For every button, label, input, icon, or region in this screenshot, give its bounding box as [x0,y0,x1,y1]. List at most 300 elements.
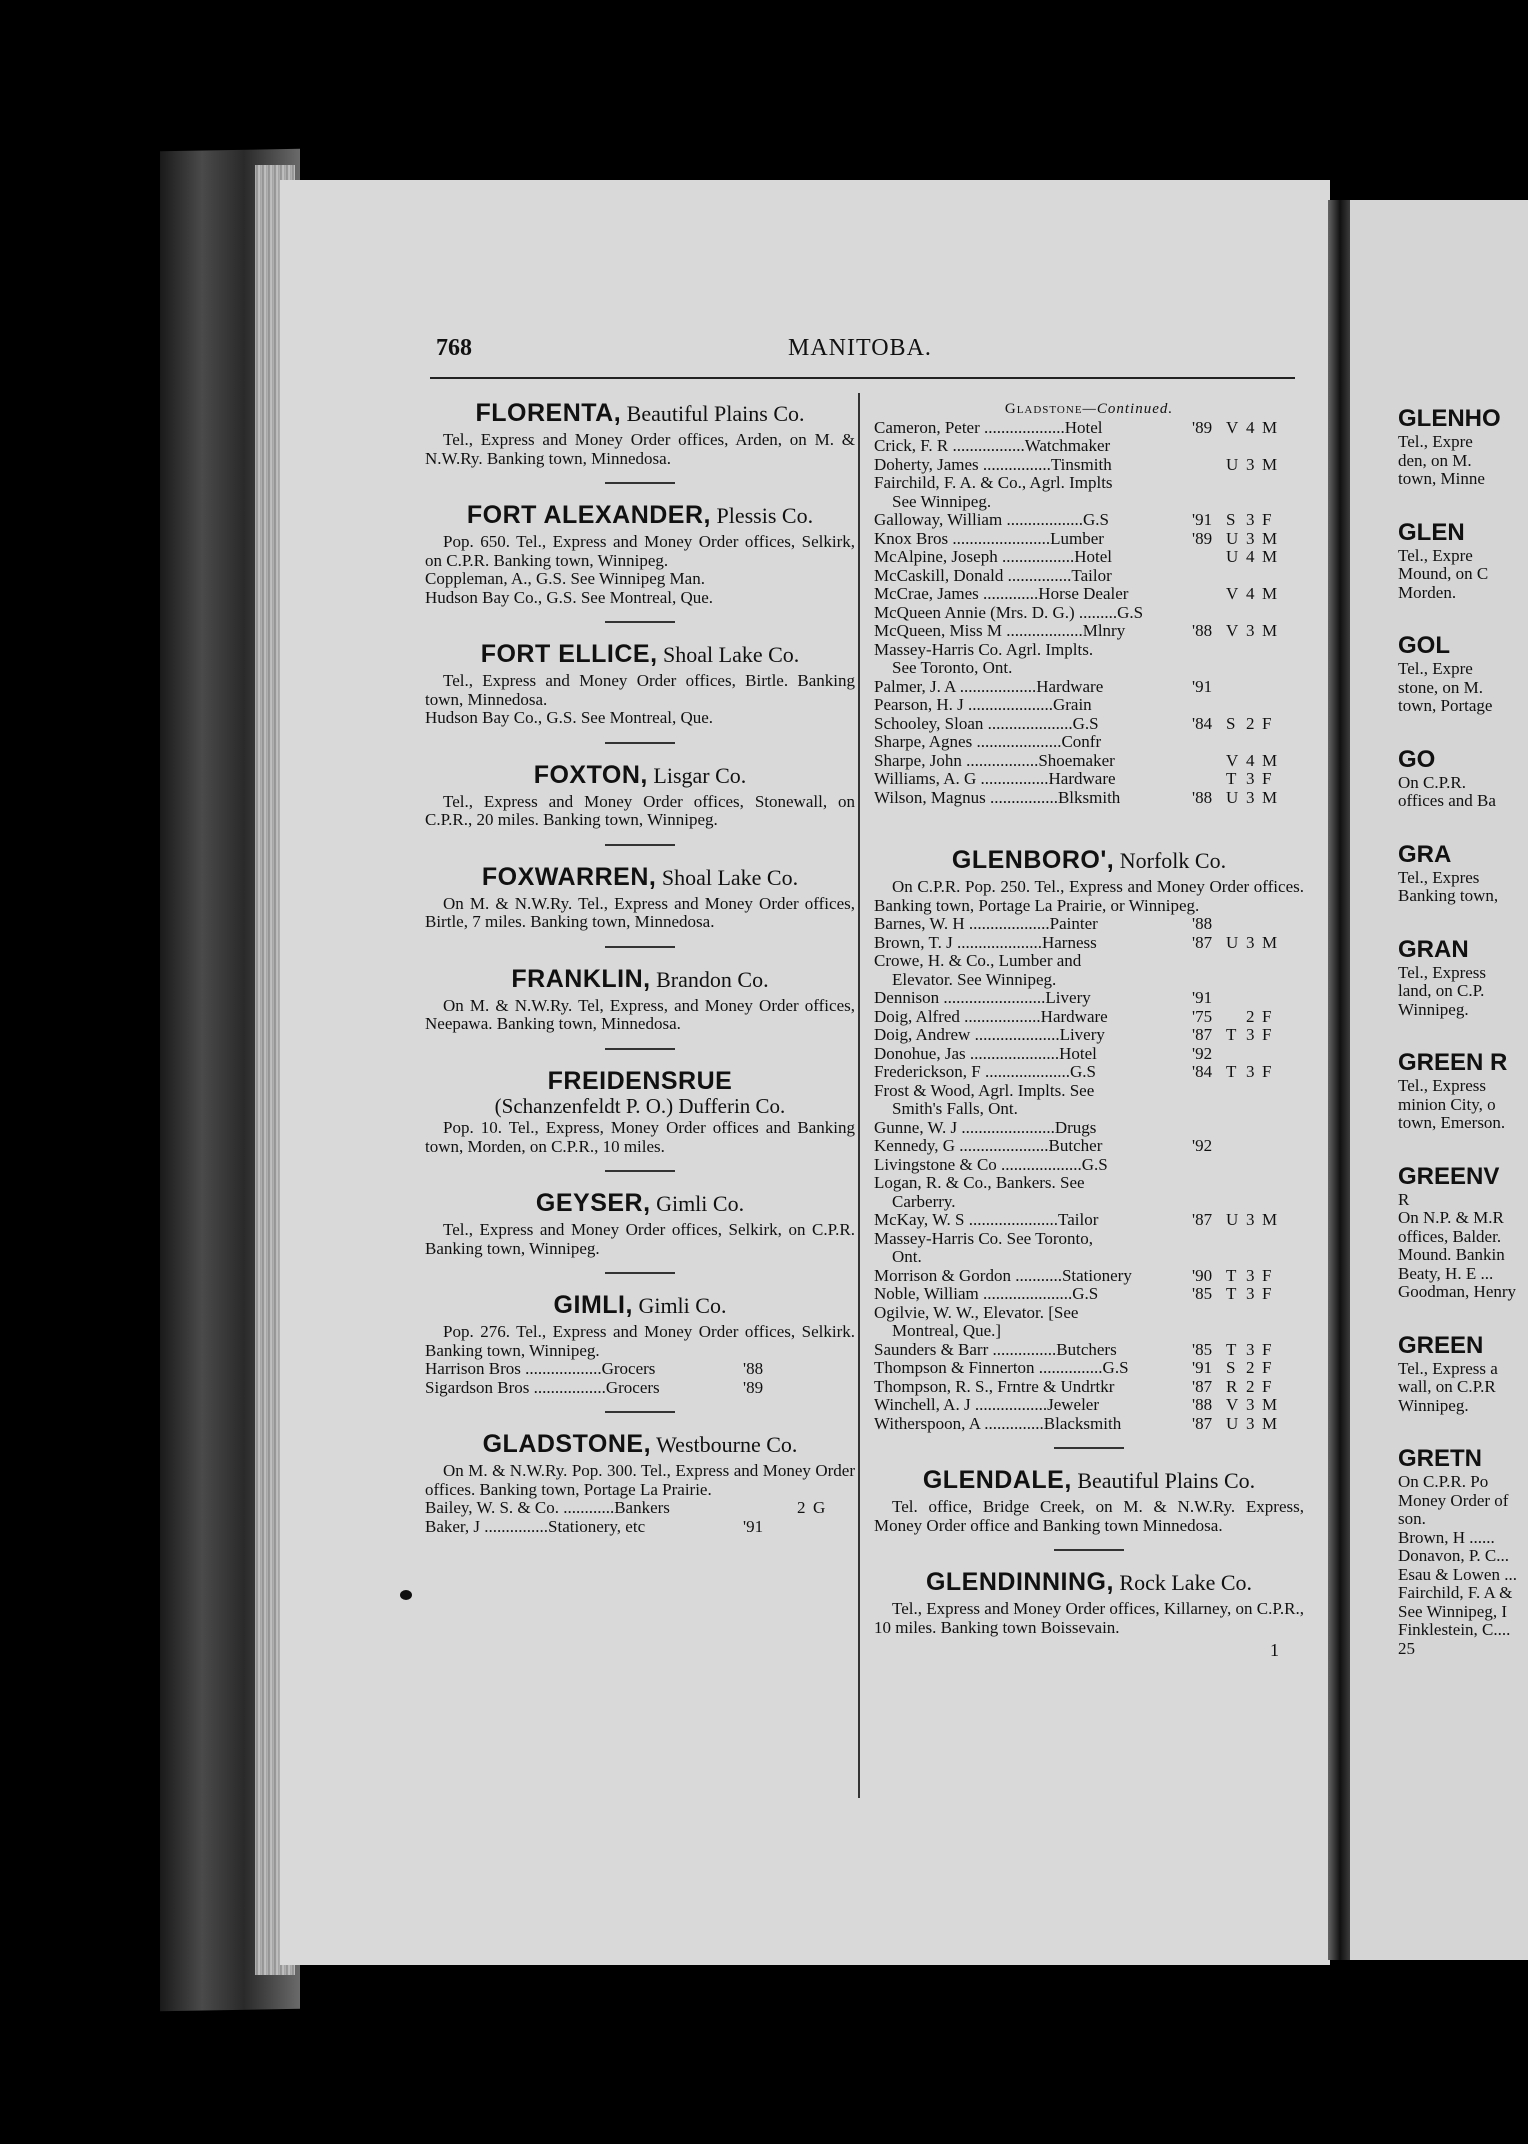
listing-year: '91 [743,1516,764,1536]
listing-line [874,1063,1304,1082]
town-name: GEYSER, [535,1189,651,1217]
town-directory-entry: Hudson Bay Co., G.S. See Montreal, Que. [425,708,714,727]
listing-rating-2: 3 [1246,510,1255,529]
listing-name-trade: Logan, R. & Co., Bankers. See [874,1174,1085,1192]
listing-name-trade: Massey-Harris Co. See Toronto, [874,1229,1093,1248]
listing-rating [1192,952,1278,971]
listing-rating [1192,1285,1278,1304]
listing-rating [1192,1174,1278,1193]
listing-rating-1: U [1226,932,1239,952]
listing-line [874,1174,1304,1193]
listing-rating [1192,1341,1278,1360]
listing-rating-2: 3 [1246,932,1255,952]
town-description: On M. & N.W.Ry. Tel., Express and Money Order offices, Birtle, 7 miles. Banking town, Minnedosa. [425,893,855,931]
section-separator [605,946,675,948]
listing-rating-3: M [1262,787,1278,807]
town-description: Tel., Express and Money Order offices, Selkirk, on C.P.R. Banking town, Winnipeg. [425,1220,855,1258]
listing-year: '88 [1192,1395,1213,1414]
clipped-town-entry [1398,841,1528,906]
clipped-town-entry [1398,936,1528,1020]
listing-name-trade: Witherspoon, A ..............Blacksmith [874,1414,1122,1433]
listing-line [874,952,1304,971]
listing-entry [874,715,1304,734]
clipped-line: See Winnipeg, I [1398,1601,1508,1621]
clipped-town-entry [1398,1049,1528,1133]
town-description: Pop. 650. Tel., Express and Money Order offices, Selkirk, on C.P.R. Banking town, Winnipeg. [425,532,855,570]
listing-entry [425,1499,855,1518]
column-rule [858,393,860,1798]
listing-line [874,715,1304,734]
listing-line [874,1341,1304,1360]
listing-entry [874,474,1304,511]
clipped-line: Banking town, [1398,886,1499,905]
listing-rating-2: 3 [1246,1395,1255,1414]
listing-name-trade: Winchell, A. J .................Jeweler [874,1396,1099,1414]
listing-rating [1192,678,1278,697]
listing-rating [743,1518,829,1537]
listing-rating-3: F [1262,1376,1272,1396]
town-name: FREIDENSRUE [547,1066,733,1095]
clipped-line: 25 [1398,1638,1415,1658]
listing-entry [874,1137,1304,1156]
section-separator [605,482,675,484]
listing-year: '91 [1192,1358,1213,1377]
listing-line [874,1267,1304,1286]
listing-entry [874,1359,1304,1378]
listing-entry [874,567,1304,586]
listing-name-trade: Noble, William .....................G.S [874,1285,1099,1303]
listing-rating-1: U [1226,454,1239,474]
listing-entry [874,1174,1304,1211]
listing-entry [874,511,1304,530]
listing-year: '85 [1192,1284,1213,1303]
town-description: Pop. 10. Tel., Express, Money Order offices and Banking town, Morden, on C.P.R., 10 miles. [425,1118,855,1156]
page-header [436,335,1296,375]
town-directory-entry: Hudson Bay Co., G.S. See Montreal, Que. [425,587,714,607]
clipped-town-name: GLENHO [1398,405,1501,432]
listing-year: '87 [1192,932,1213,952]
middle-column [874,400,1304,1651]
listing-rating [1192,696,1278,715]
listing-line [874,548,1304,567]
listing-rating [1192,641,1278,660]
listing-year: '91 [1192,988,1213,1007]
listing-continuation: Carberry. [892,1191,956,1211]
listing-name-trade: Pearson, H. J ....................Grain [874,696,1092,714]
listing-line [425,1379,855,1398]
listing-line [874,1230,1304,1249]
listing-rating [1192,1082,1278,1101]
listing-rating-3: M [1262,621,1278,640]
listing-line [874,641,1304,660]
listing-entry [874,1082,1304,1119]
listing-continuation: See Winnipeg. [892,491,992,511]
clipped-town-name: GREENV [1398,1162,1500,1190]
town-county: Westbourne Co. [656,1432,798,1457]
section-separator [605,1048,675,1050]
listing-rating [1192,1045,1278,1064]
town-heading [425,1292,855,1319]
clipped-town-name: GOL [1398,632,1450,659]
listing-name-trade: Doherty, James ................Tinsmith [874,455,1112,474]
listing-line [874,696,1304,715]
listing-name-trade: Crowe, H. & Co., Lumber and [874,952,1082,970]
listing-year: '92 [1192,1136,1213,1155]
town-name: GLENDALE, [922,1466,1072,1494]
listing-rating-1: T [1226,769,1237,788]
town-county: Beautiful Plains Co. [1077,1468,1256,1493]
listing-rating-1: U [1226,528,1239,548]
listing-rating-2: 3 [1246,1284,1255,1303]
listing-rating-2: 3 [1246,1210,1255,1229]
clipped-line: Tel., Express [1398,962,1487,982]
town-entry [874,1549,1304,1637]
listing-rating-3: F [1262,769,1272,788]
listing-year: '84 [1192,713,1213,733]
clipped-line: offices, Balder. [1398,1226,1502,1246]
listing-rating [1192,1137,1278,1156]
listing-continuation: Ont. [892,1247,922,1266]
clipped-town-name: GRAN [1398,935,1469,963]
town-name: GIMLI, [553,1291,633,1319]
town-entry [425,1048,855,1157]
listing-year: '85 [1192,1339,1213,1359]
listing-rating [1192,989,1278,1008]
listing-rating-1: U [1226,1210,1239,1229]
clipped-town-entry [1398,519,1528,603]
town-entry [425,482,855,607]
listing-name-trade: Frederickson, F ....................G.S [874,1063,1096,1081]
town-name: FOXTON, [533,760,648,789]
listing-name-trade: Gunne, W. J ......................Drugs [874,1118,1097,1137]
town-name: FORT ALEXANDER, [466,501,711,529]
town-description: On C.P.R. Pop. 250. Tel., Express and Money Order offices. Banking town, Portage La Prairie, or Winnipeg. [874,877,1304,915]
clipped-line: town, Emerson. [1398,1113,1506,1132]
listing-entry [874,622,1304,641]
listing-line [874,934,1304,953]
clipped-line: Winnipeg. [1398,999,1469,1019]
listing-line [874,1008,1304,1027]
listing-rating-2: 2 [1246,1006,1255,1026]
listing-rating-3: M [1262,1413,1278,1433]
listing-year: '90 [1192,1265,1213,1285]
town-county: Shoal Lake Co. [663,642,800,667]
listing-rating-2: 3 [1246,621,1255,640]
listing-line [425,1518,855,1537]
listing-rating [1192,474,1278,493]
right-page-clipped-column [1398,405,1528,1688]
listing-name-trade: Brown, T. J ....................Harness [874,933,1097,952]
listing-rating-3: M [1262,1210,1278,1229]
listing-name-trade: Sharpe, John .................Shoemaker [874,751,1115,770]
clipped-line: Tel., Expres [1398,867,1480,887]
listing-rating [1192,789,1278,808]
town-entry [425,844,855,932]
clipped-line: Finklestein, C.... [1398,1620,1511,1639]
listing-name-trade: Saunders & Barr ...............Butchers [874,1340,1117,1359]
listing-rating [1192,548,1278,567]
town-description: On M. & N.W.Ry. Pop. 300. Tel., Express and Money Order offices. Banking town, Portage La Prairie. [425,1461,855,1499]
clipped-line: On N.P. & M.R [1398,1208,1504,1227]
listing-entry [874,696,1304,715]
listing-line [874,419,1304,438]
clipped-line: Tel., Expre [1398,659,1473,678]
listing-entry [874,915,1304,934]
listing-name-trade: Galloway, William ..................G.S [874,511,1109,529]
listing-entry [874,1119,1304,1138]
listing-rating-1: U [1226,1413,1239,1433]
town-heading [874,847,1304,874]
listing-rating [1192,1063,1278,1082]
listing-rating-3: M [1262,932,1278,952]
listing-rating [1192,567,1278,586]
listing-rating [1192,934,1278,953]
listing-name-trade: Williams, A. G ................Hardware [874,770,1116,788]
town-description: Tel., Express and Money Order offices, Killarney, on C.P.R., 10 miles. Banking town Boissevain. [874,1599,1304,1637]
listing-rating-3: M [1262,547,1278,566]
listing-line [874,622,1304,641]
clipped-line: Beaty, H. E ... [1398,1263,1494,1283]
town-description: Tel., Express and Money Order offices, Stonewall, on C.P.R., 20 miles. Banking town, Winnipeg. [425,791,855,829]
listing-line [874,915,1304,934]
ink-blot [400,1590,412,1600]
listing-line [874,752,1304,771]
clipped-town-name: GRA [1398,840,1452,868]
listing-entry [874,585,1304,604]
listing-rating-2: 3 [1246,1413,1255,1433]
clipped-line: Mound, on C [1398,564,1489,583]
listing-name-trade: Wilson, Magnus ................Blksmith [874,788,1121,807]
listing-rating-3: M [1262,528,1278,548]
town-county: Beautiful Plains Co. [626,401,805,426]
listing-rating [1192,1378,1278,1397]
listing-name-trade: Fairchild, F. A. & Co., Agrl. Implts [874,474,1113,492]
clipped-line: Donavon, P. C... [1398,1546,1509,1565]
listing-name-trade: Barnes, W. H ...................Painter [874,915,1098,933]
listing-name-trade: Knox Bros .......................Lumber [874,529,1104,548]
listing-name-trade: McKay, W. S .....................Tailor [874,1211,1099,1229]
listing-rating-1: V [1226,1395,1239,1414]
listing-rating [1192,604,1278,623]
listing-name-trade: Livingstone & Co ...................G.S [874,1155,1108,1174]
listing-rating-2: 3 [1246,1265,1255,1285]
clipped-town-entry [1398,746,1528,811]
listing-rating [1192,1415,1278,1434]
section-separator [605,844,675,846]
listing-rating [1192,1211,1278,1230]
clipped-line: minion City, o [1398,1094,1496,1114]
listing-line [874,1211,1304,1230]
listing-rating-3: M [1262,1395,1278,1414]
town-name: FLORENTA, [475,399,622,427]
listing-name-trade: McQueen, Miss M ..................Mlnry [874,622,1126,640]
listing-line [874,678,1304,697]
listing-entry [874,989,1304,1008]
listing-name-trade: Massey-Harris Co. Agrl. Implts. [874,640,1094,659]
town-heading [425,762,855,789]
listing-rating-1: V [1226,584,1239,603]
listing-entry [425,1518,855,1537]
listing-continuation: See Toronto, Ont. [892,658,1013,677]
listing-name-trade: Dennison ........................Livery [874,989,1091,1007]
listing-entry [874,934,1304,953]
town-entry [425,400,855,468]
listing-entry [874,1008,1304,1027]
listing-rating-1: V [1226,750,1239,770]
listing-rating [1192,715,1278,734]
listing-rating-2: 2 [1246,1376,1255,1396]
listing-rating-2: 3 [1246,454,1255,474]
listing-rating [1192,530,1278,549]
listing-line [874,1026,1304,1045]
listing-name-trade: Sigardson Bros .................Grocers [425,1378,660,1397]
header-rule [430,377,1295,379]
clipped-line: den, on M. [1398,450,1472,470]
listing-rating-2: 2 [1246,1358,1255,1377]
listing-year: '87 [1192,1376,1213,1396]
listing-rating-2: 4 [1246,547,1255,566]
listing-year: '89 [1192,528,1213,548]
continued-town: Gladstone [1004,401,1083,417]
listing-line [874,567,1304,586]
town-entry [425,946,855,1034]
listing-rating-2: 4 [1246,750,1255,770]
town-entry [425,1170,855,1258]
listing-entry [874,419,1304,438]
listing-rating-1: V [1226,417,1239,437]
listing-year: '89 [1192,417,1213,437]
section-separator [605,1272,675,1274]
clipped-town-name: GLEN [1398,518,1465,546]
town-heading [425,641,855,668]
listing-rating-2: 3 [1246,787,1255,807]
town-heading [425,502,855,529]
listing-name-trade: Thompson & Finnerton ...............G.S [874,1359,1129,1377]
clipped-line: Esau & Lowen ... [1398,1564,1517,1584]
listing-rating [1192,1230,1278,1249]
listing-name-trade: Sharpe, Agnes ....................Confr [874,733,1102,751]
clipped-line: R [1398,1189,1410,1209]
clipped-line: Money Order of [1398,1490,1509,1510]
continued-suffix: —Continued. [1082,401,1174,417]
section-separator [605,742,675,744]
listing-line [874,1359,1304,1378]
listing-rating-1: S [1226,713,1236,733]
listing-name-trade: Donohue, Jas .....................Hotel [874,1044,1097,1063]
listing-rating [1192,1008,1278,1027]
running-head: MANITOBA. [788,335,932,361]
town-entry [425,1272,855,1397]
town-heading [874,1467,1304,1494]
listing-year: '75 [1192,1006,1213,1026]
left-column [425,400,855,1550]
listing-rating-3: F [1262,713,1272,733]
listing-rating [1192,585,1278,604]
listing-line [874,770,1304,789]
listing-rating-2: 4 [1246,584,1255,603]
clipped-line: Brown, H ...... [1398,1527,1495,1547]
town-county: Rock Lake Co. [1119,1570,1253,1595]
listing-year: '88 [1192,621,1213,640]
listing-entry [874,1026,1304,1045]
town-entry [425,1411,855,1536]
listing-name-trade: Frost & Wood, Agrl. Implts. See [874,1081,1095,1100]
clipped-line: stone, on M. [1398,677,1483,697]
listing-entry [874,548,1304,567]
town-county: Gimli Co. [656,1191,745,1216]
listing-rating-3: F [1262,1025,1272,1044]
clipped-line: On C.P.R. [1398,772,1467,792]
listing-entry [874,1304,1304,1341]
town-directory-entry: Coppleman, A., G.S. See Winnipeg Man. [425,569,705,588]
listing-line [425,1360,855,1379]
listing-rating-1: R [1226,1376,1238,1396]
town-entry [874,1447,1304,1535]
clipped-line: town, Portage [1398,696,1493,715]
town-entry [425,742,855,830]
listing-rating-3: M [1262,584,1278,603]
listing-line [425,1499,855,1518]
listing-line [874,456,1304,475]
listing-rating-3: F [1262,510,1272,529]
town-county: Lisgar Co. [653,762,747,788]
listing-entry [874,789,1304,808]
clipped-town-entry [1398,1163,1528,1302]
listing-line [874,1304,1304,1323]
town-description: Tel., Express and Money Order offices, Birtle. Banking town, Minnedosa. [425,671,855,709]
listing-rating-3: F [1262,1006,1272,1026]
listing-rating [1192,1156,1278,1175]
listing-rating-3: F [1262,1062,1272,1081]
listing-entry [874,770,1304,789]
listing-line [874,604,1304,623]
town-heading [425,1190,855,1217]
listing-line [874,989,1304,1008]
listing-rating [1192,1267,1278,1286]
listing-entry [425,1379,855,1398]
listing-rating-2: 2 [1246,713,1255,733]
listing-entry [874,1156,1304,1175]
listing-line [874,1082,1304,1101]
listing-rating [1192,915,1278,934]
listing-entry [874,733,1304,752]
town-heading [425,1431,855,1458]
town-description: On M. & N.W.Ry. Tel, Express, and Money Order offices, Neepawa. Banking town, Minnedosa. [425,995,855,1033]
listing-continuation: Smith's Falls, Ont. [892,1099,1018,1118]
town-description: Tel., Express and Money Order offices, Arden, on M. & N.W.Ry. Banking town, Minnedosa. [425,430,855,468]
clipped-line: On C.P.R. Po [1398,1472,1489,1491]
listing-year: '87 [1192,1210,1213,1229]
listing-name-trade: McCaskill, Donald ...............Tailor [874,566,1112,585]
listing-rating-3: M [1262,750,1278,770]
listing-continuation: Montreal, Que.] [892,1321,1002,1340]
listing-rating [1192,752,1278,771]
listing-rating-1: V [1226,621,1239,640]
town-description: Pop. 276. Tel., Express and Money Order offices, Selkirk. Banking town, Winnipeg. [425,1322,855,1360]
listing-rating [1192,1304,1278,1323]
listing-year: '92 [1192,1043,1213,1063]
listing-rating [1192,1119,1278,1138]
town-entry [425,621,855,728]
listing-rating-2: 2 [797,1498,806,1517]
listing-rating [1192,511,1278,530]
listing-rating [1192,1359,1278,1378]
listing-name-trade: Baker, J ...............Stationery, etc [425,1517,646,1536]
clipped-line: Morden. [1398,582,1457,602]
clipped-town-name: GO [1398,745,1436,773]
listing-rating-1: T [1226,1284,1237,1303]
listing-name-trade: Harrison Bros ..................Grocers [425,1360,656,1378]
